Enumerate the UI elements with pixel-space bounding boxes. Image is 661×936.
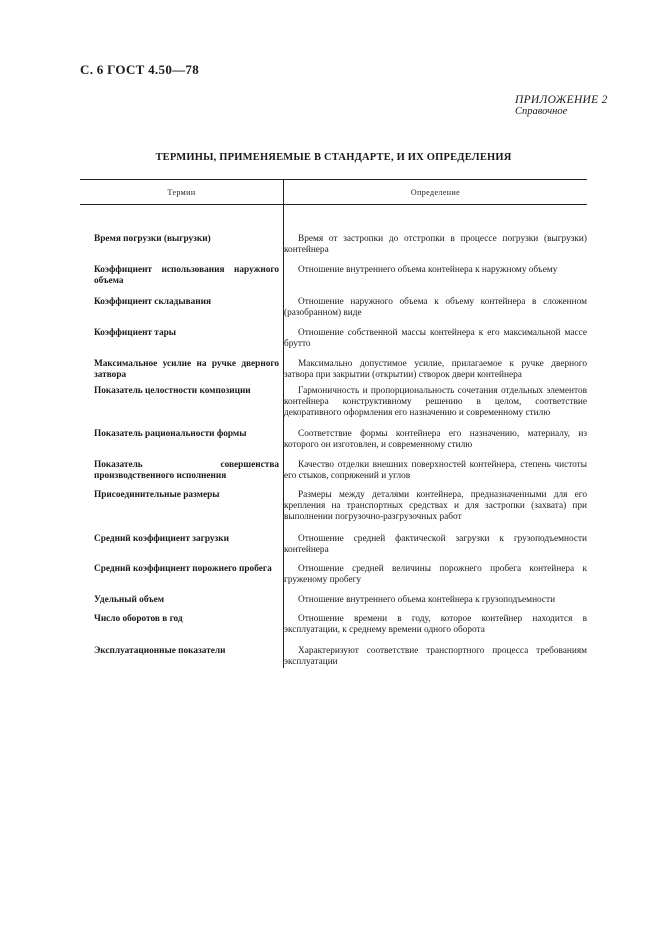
definition-text: Качество отделки внешних поверхностей контейнера, степень чистоты его стыков, сопряжений и углов [284,460,587,481]
term-cell [80,205,284,256]
terms-table [80,179,587,668]
definition-cell [284,381,587,419]
term-text: Показатель совершенства производственного исполнения [94,460,279,481]
term-text: Показатель рациональности формы [94,429,247,439]
definition-text: Отношение собственной массы контейнера к его максимальной массе брутто [284,328,587,349]
term-cell [80,287,284,319]
definition-text: Характеризуют соответствие транспортного процесса требованиям эксплуатации [284,646,587,667]
term-text: Показатель целостности композиции [94,386,251,396]
definition-cell [284,205,587,256]
definition-cell [284,350,587,381]
header-definition: Определение [410,187,461,197]
table-row [80,556,587,586]
definition-text: Время от застропки до отстропки в процессе погрузки (выгрузки) контейнера [284,234,587,255]
definition-text: Отношение средней фактической загрузки к грузоподъемности контейнера [284,534,587,555]
term-cell [80,451,284,482]
term-text: Средний коэффициент загрузки [94,534,230,544]
definition-text: Отношение средней величины порожнего пробега контейнера к груженому пробегу [284,564,587,585]
term-text: Коэффициент тары [94,328,177,338]
definition-cell [284,287,587,319]
term-cell [80,256,284,287]
table-row [80,205,587,256]
term-text: Удельный объем [94,595,165,605]
appendix-label [515,94,615,117]
table-body [80,205,587,668]
table-row [80,523,587,556]
definition-cell [284,636,587,668]
document-title: ТЕРМИНЫ, ПРИМЕНЯЕМЫЕ В СТАНДАРТЕ, И ИХ ОПРЕДЕЛЕНИЯ [155,152,512,163]
term-text: Средний коэффициент порожнего пробега [94,564,272,574]
definition-text: Максимально допустимое усилие, прилагаемое к ручке дверного затвора при закрытии (открытии) створок двери контейнера [284,359,587,380]
definition-cell [284,482,587,523]
term-text: Максимальное усилие на ручке дверного затвора [94,359,279,380]
table-row [80,381,587,419]
definition-cell [284,606,587,636]
definition-text: Гармоничность и пропорциональность сочетания отдельных элементов контейнера конструктивному решению в целом, соответствие декоративного оформления его назначению и современному стилю [284,386,587,418]
definition-text: Соответствие формы контейнера его назначению, материалу, из которого он изготовлен, и современному стилю [284,429,587,450]
table-row [80,606,587,636]
page-header: С. 6 ГОСТ 4.50—78 [80,62,200,77]
term-cell [80,350,284,381]
table-row [80,319,587,350]
table-row [80,256,587,287]
definition-text: Отношение времени в году, которое контейнер находится в эксплуатации, к среднему времени одного оборота [284,614,587,635]
term-cell [80,586,284,606]
table-row [80,636,587,668]
table-row [80,287,587,319]
term-cell [80,319,284,350]
term-text: Присоединительные размеры [94,490,220,500]
definition-cell [284,319,587,350]
definition-cell [284,256,587,287]
term-cell [80,636,284,668]
term-text: Коэффициент использования наружного объема [94,265,279,286]
definition-text: Отношение внутреннего объема контейнера к грузоподъемности [298,595,556,605]
term-cell [80,482,284,523]
table-row [80,419,587,451]
term-cell [80,381,284,419]
term-text: Время погрузки (выгрузки) [94,234,211,244]
definition-cell [284,451,587,482]
appendix-title: ПРИЛОЖЕНИЕ 2 [515,94,608,106]
term-text: Число оборотов в год [94,614,183,624]
term-cell [80,419,284,451]
definition-cell [284,556,587,586]
definition-cell [284,523,587,556]
definition-cell [284,586,587,606]
definition-cell [284,419,587,451]
table-row [80,451,587,482]
term-cell [80,556,284,586]
term-text: Коэффициент складывания [94,297,212,307]
term-cell [80,523,284,556]
table-row [80,482,587,523]
term-text: Эксплуатационные показатели [94,646,226,656]
table-row [80,350,587,381]
appendix-subtitle: Справочное [515,106,568,117]
term-cell [80,606,284,636]
definition-text: Отношение внутреннего объема контейнера к наружному объему [298,265,558,275]
header-term: Термин [80,180,284,204]
table-header [80,179,587,205]
definition-text: Размеры между деталями контейнера, предназначенными для его крепления на транспортных средствах и для застропки (захвата) при выполнении погрузочно-разгрузочных работ [284,490,587,522]
table-row [80,586,587,606]
definition-text: Отношение наружного объема к объему контейнера в сложенном (разобранном) виде [284,297,587,318]
